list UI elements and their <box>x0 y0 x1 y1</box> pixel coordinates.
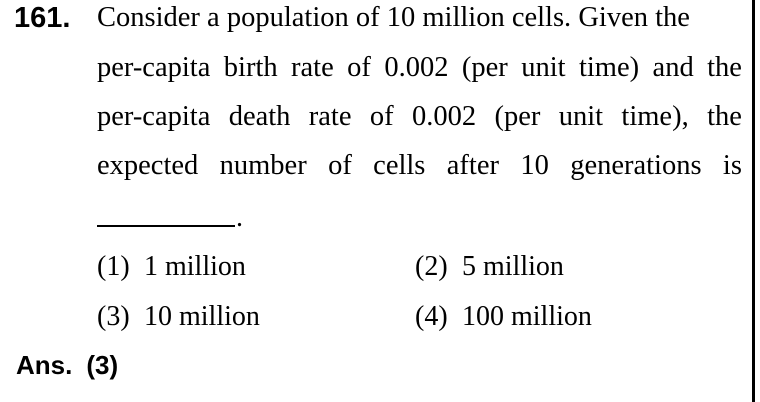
question-word: rate <box>291 52 334 83</box>
question-word: per-capita <box>97 52 211 83</box>
question-line-3 <box>97 99 742 135</box>
question-word: (per <box>461 52 508 83</box>
question-line-2 <box>97 50 742 86</box>
option-1 <box>97 249 246 285</box>
answer-value: (3) <box>86 350 119 380</box>
question-number: 161. <box>14 2 71 34</box>
option-4-text: 100 million <box>462 301 592 332</box>
question-word: per-capita <box>97 101 211 132</box>
question-word: Given <box>578 2 648 33</box>
option-4-number: (4) <box>415 301 448 332</box>
option-3-number: (3) <box>97 301 130 332</box>
question-word: time) <box>578 52 640 83</box>
question-word: the <box>707 52 742 83</box>
question-word: cells. <box>511 2 572 33</box>
question-word: of <box>347 52 371 83</box>
question-word: and <box>652 52 694 83</box>
question-word: of <box>328 150 352 181</box>
question-word: unit <box>558 101 604 132</box>
question-word: (per <box>494 101 541 132</box>
question-word: after <box>446 150 499 181</box>
option-4 <box>415 299 592 335</box>
question-word: 0.002 <box>384 52 449 83</box>
option-1-text: 1 million <box>144 251 246 282</box>
question-word: number <box>219 150 307 181</box>
question-word: a <box>207 2 220 33</box>
question-word: 10 <box>386 2 416 33</box>
answer-blank <box>97 190 243 234</box>
option-3-text: 10 million <box>144 301 260 332</box>
question-word: rate <box>308 101 352 132</box>
option-2-text: 5 million <box>462 251 564 282</box>
question-word: 10 <box>520 150 549 181</box>
question-word: death <box>228 101 291 132</box>
option-3 <box>97 299 260 335</box>
question-word: population <box>226 2 349 33</box>
question-word: 0.002 <box>411 101 477 132</box>
blank-line <box>97 225 235 227</box>
question-word: million <box>422 2 505 33</box>
answer-label: Ans. <box>16 350 73 380</box>
question-word: generations <box>570 150 702 181</box>
question-word: expected <box>97 150 199 181</box>
question-line-4 <box>97 148 742 184</box>
right-border <box>752 0 755 402</box>
question-word: unit <box>521 52 566 83</box>
question-word: the <box>655 2 690 33</box>
option-2 <box>415 249 564 285</box>
answer <box>16 347 118 383</box>
question-word: birth <box>223 52 278 83</box>
blank-period: . <box>236 202 243 233</box>
question-word: Consider <box>97 2 200 33</box>
option-1-number: (1) <box>97 251 130 282</box>
question-word: the <box>707 101 742 132</box>
question-word: is <box>722 150 742 181</box>
question-word: cells <box>373 150 426 181</box>
question-word: of <box>369 101 394 132</box>
question-line-1 <box>97 0 690 36</box>
question-word: time), <box>621 101 689 132</box>
question-word: of <box>355 2 380 33</box>
option-2-number: (2) <box>415 251 448 282</box>
